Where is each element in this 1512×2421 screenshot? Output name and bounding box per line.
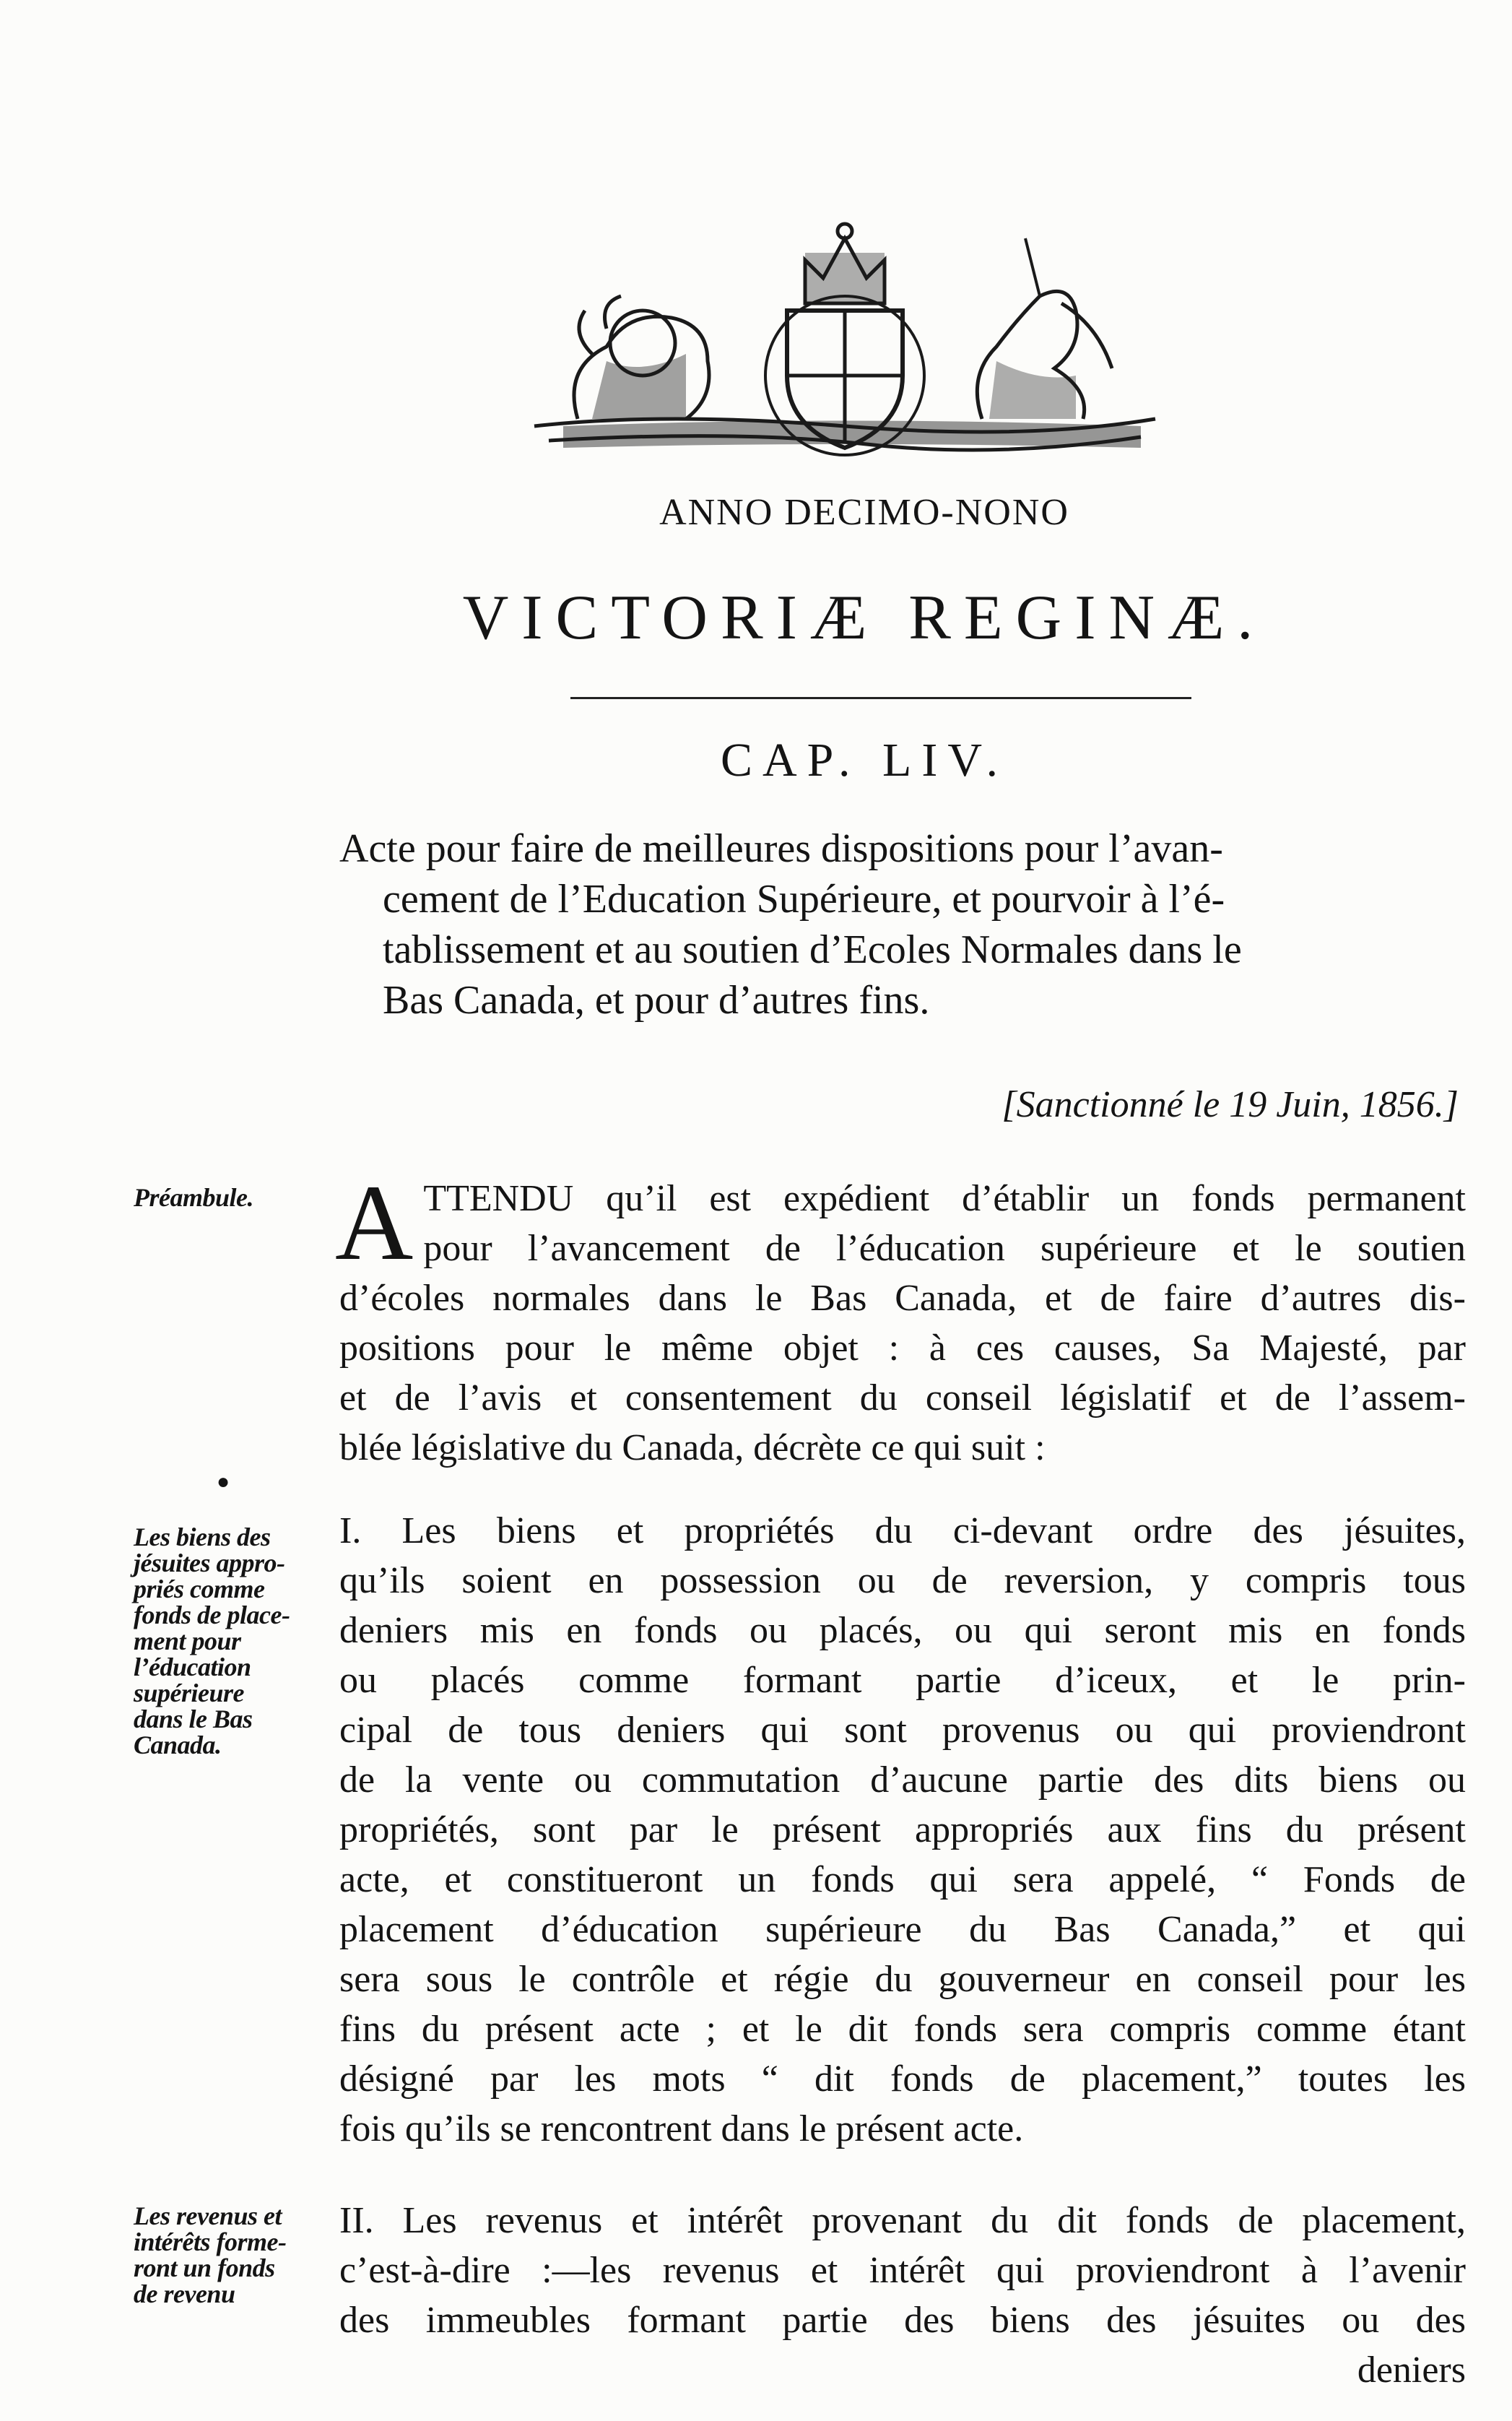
margin-note-line: ront un fonds [134, 2253, 275, 2282]
preamble-line: et de l’avis et consentement du conseil législatif et de l’assem- [339, 1377, 1466, 1419]
section-1-line: ou placés comme formant partie d’iceux, et le prin- [339, 1660, 1466, 1701]
section-1-line: propriétés, sont par le présent appropriés aux fins du présent [339, 1809, 1466, 1850]
section-1-line: I. Les biens et propriétés du ci-devant ordre des jésuites, [339, 1510, 1466, 1551]
margin-note-line: Canada. [134, 1731, 222, 1759]
section-1-line: placement d’éducation supérieure du Bas Canada,” et qui [339, 1909, 1466, 1950]
preamble-line: blée législative du Canada, décrète ce qui suit : [339, 1427, 1046, 1468]
margin-note-line: Les biens des [134, 1523, 271, 1551]
section-1-line: de la vente ou commutation d’aucune partie des dits biens ou [339, 1759, 1466, 1801]
act-title [339, 823, 1466, 1026]
section-2-line: des immeubles formant partie des biens des jésuites ou des [339, 2300, 1466, 2341]
act-title-line: cement de l’Education Supérieure, et pourvoir à l’é- [383, 877, 1225, 922]
act-title-line: Acte pour faire de meilleures dispositions pour l’avan- [339, 826, 1223, 871]
margin-note-line: priés comme [134, 1575, 265, 1603]
margin-note-line: supérieure [134, 1679, 245, 1707]
margin-note-line: de revenu [134, 2279, 235, 2308]
preamble-paragraph [335, 1163, 1466, 1473]
margin-note-line: l’éducation [134, 1653, 251, 1681]
section-1-paragraph [339, 1506, 1466, 2154]
chapter-heading: CAP. LIV. [720, 734, 1009, 787]
section-2-line: II. Les revenus et intérêt provenant du dit fonds de placement, [339, 2200, 1466, 2241]
act-title-line: tablissement et au soutien d’Ecoles Normales dans le [383, 927, 1242, 972]
section-2-paragraph [339, 2196, 1466, 2395]
section-1-line: qu’ils soient en possession ou de reversion, y compris tous [339, 1560, 1466, 1601]
section-1-line: cipal de tous deniers qui sont provenus ou qui proviendront [339, 1710, 1466, 1751]
preamble-line: TTENDU qu’il est expédient d’établir un fonds permanent [423, 1178, 1466, 1219]
section-1-line: acte, et constitueront un fonds qui sera appelé, “ Fonds de [339, 1859, 1466, 1900]
section-2-line: c’est-à-dire :—les revenus et intérêt qui proviendront à l’avenir [339, 2250, 1466, 2291]
preamble-line: positions pour le même objet : à ces causes, Sa Majesté, par [339, 1328, 1466, 1369]
section-1-line: sera sous le contrôle et régie du gouverneur en conseil pour les [339, 1959, 1466, 2000]
preamble-line: pour l’avancement de l’éducation supérieure et le soutien [423, 1228, 1466, 1269]
margin-note-line: ment pour [134, 1627, 241, 1655]
margin-note-line: intérêts forme- [134, 2227, 287, 2256]
section-1-line: désigné par les mots “ dit fonds de placement,” toutes les [339, 2058, 1466, 2100]
act-title-line: Bas Canada, et pour d’autres fins. [383, 978, 930, 1023]
margin-note-line: dans le Bas [134, 1705, 253, 1733]
regnal-year-heading: ANNO DECIMO-NONO [659, 492, 1069, 533]
royal-coat-of-arms-icon [520, 209, 1170, 469]
margin-note-line: fonds de place- [134, 1601, 290, 1629]
margin-note-line: Les revenus et [134, 2201, 282, 2230]
section-1-line: fois qu’ils se rencontrent dans le présent acte. [339, 2108, 1024, 2149]
section-1-line: fins du présent acte ; et le dit fonds sera compris comme étant [339, 2009, 1466, 2050]
margin-note-section-1 [134, 1524, 321, 1758]
sanction-date: [Sanctionné le 19 Juin, 1856.] [1002, 1084, 1459, 1125]
drop-cap: A [335, 1163, 414, 1283]
bullet-mark: ● [217, 1470, 230, 1494]
reign-heading: VICTORIÆ REGINÆ. [462, 583, 1266, 653]
margin-note-line: jésuites appro- [134, 1549, 285, 1577]
section-1-line: deniers mis en fonds ou placés, ou qui seront mis en fonds [339, 1610, 1466, 1651]
margin-note-line: Préambule. [134, 1183, 253, 1212]
margin-note-preamble [134, 1184, 321, 1210]
catchword: deniers [1357, 2349, 1466, 2391]
divider-rule [570, 697, 1191, 699]
margin-note-section-2 [134, 2203, 321, 2307]
preamble-line: d’écoles normales dans le Bas Canada, et de faire d’autres dis- [339, 1278, 1466, 1319]
